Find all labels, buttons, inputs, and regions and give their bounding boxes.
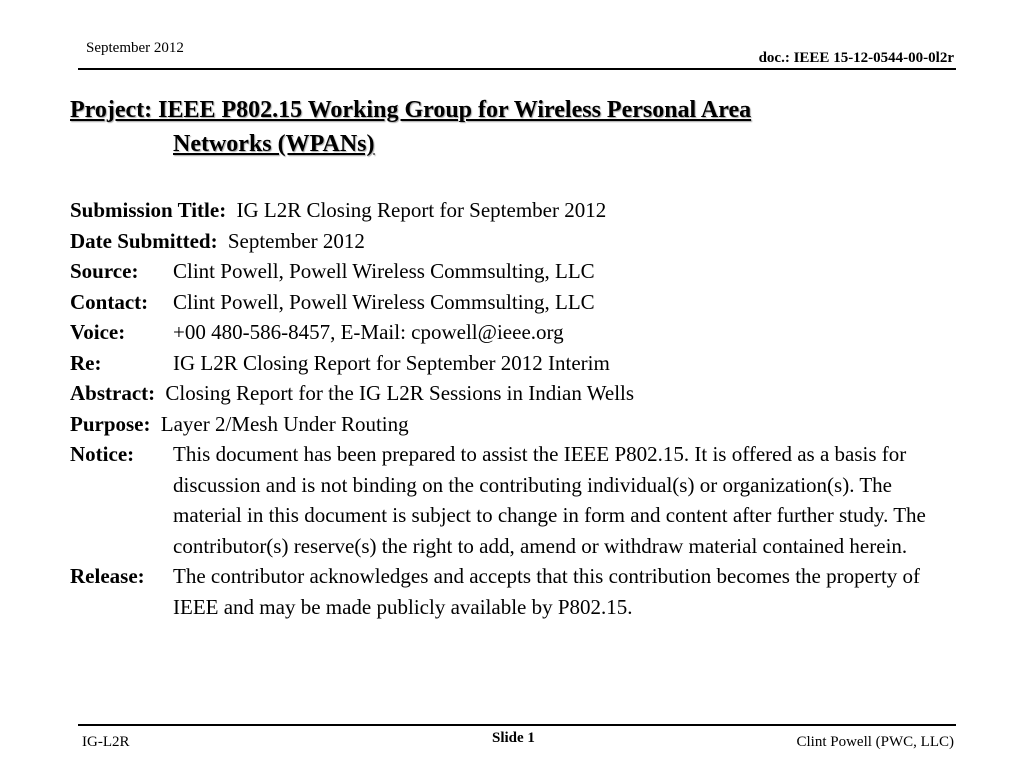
field-notice <box>70 439 950 561</box>
field-value: September 2012 <box>227 228 365 253</box>
field-abstract <box>70 378 950 409</box>
field-date-submitted <box>70 226 950 257</box>
footer-author: Clint Powell (PWC, LLC) <box>796 734 954 750</box>
field-value: Clint Powell, Powell Wireless Commsulting, LLC <box>173 259 595 283</box>
field-voice <box>70 317 950 348</box>
field-release <box>70 561 950 622</box>
field-label: Purpose: <box>70 411 151 436</box>
field-value: The contributor acknowledges and accepts that this contribution becomes the property of IEEE and may be made publicly available by P802.15. <box>173 564 921 619</box>
field-label: Source: <box>70 259 139 283</box>
field-re <box>70 348 950 379</box>
header-divider <box>78 68 956 70</box>
field-label: Abstract: <box>70 381 156 405</box>
header-date: September 2012 <box>86 40 184 56</box>
field-label: Contact: <box>70 289 149 314</box>
title-line-1: Project: IEEE P802.15 Working Group for Wireless Personal Area <box>70 97 752 123</box>
field-value: This document has been prepared to assist the IEEE P802.15. It is offered as a basis for discussion and is not binding on the contributing individual(s) or organization(s). The material in this document is subject to change in form and content after further study. The contributor(s) reserve(s) the right to add, amend or withdraw material contained herein. <box>173 442 926 558</box>
field-submission-title <box>70 195 950 226</box>
field-purpose <box>70 409 950 440</box>
field-value: Closing Report for the IG L2R Sessions in Indian Wells <box>165 381 635 405</box>
header-doc-id: doc.: IEEE 15-12-0544-00-0l2r <box>758 50 954 66</box>
page-title <box>70 93 950 161</box>
field-label: Re: <box>70 350 102 375</box>
field-value: IG L2R Closing Report for September 2012 Interim <box>173 350 610 375</box>
field-label: Submission Title: <box>70 198 227 222</box>
footer-divider <box>78 724 956 726</box>
field-value: Clint Powell, Powell Wireless Commsulting, LLC <box>173 289 595 314</box>
submission-fields <box>70 195 950 622</box>
field-value: IG L2R Closing Report for September 2012 <box>236 198 607 222</box>
field-label: Notice: <box>70 442 135 466</box>
field-label: Date Submitted: <box>70 228 218 253</box>
field-source <box>70 256 950 287</box>
field-contact <box>70 287 950 318</box>
field-value: Layer 2/Mesh Under Routing <box>160 411 409 436</box>
field-value: +00 480-586-8457, E-Mail: cpowell@ieee.org <box>173 320 564 344</box>
field-label: Voice: <box>70 320 126 344</box>
field-label: Release: <box>70 564 145 588</box>
title-line-2: Networks (WPANs) <box>173 131 375 157</box>
footer-group: IG-L2R <box>82 734 130 750</box>
footer-slide-number: Slide 1 <box>492 730 535 746</box>
